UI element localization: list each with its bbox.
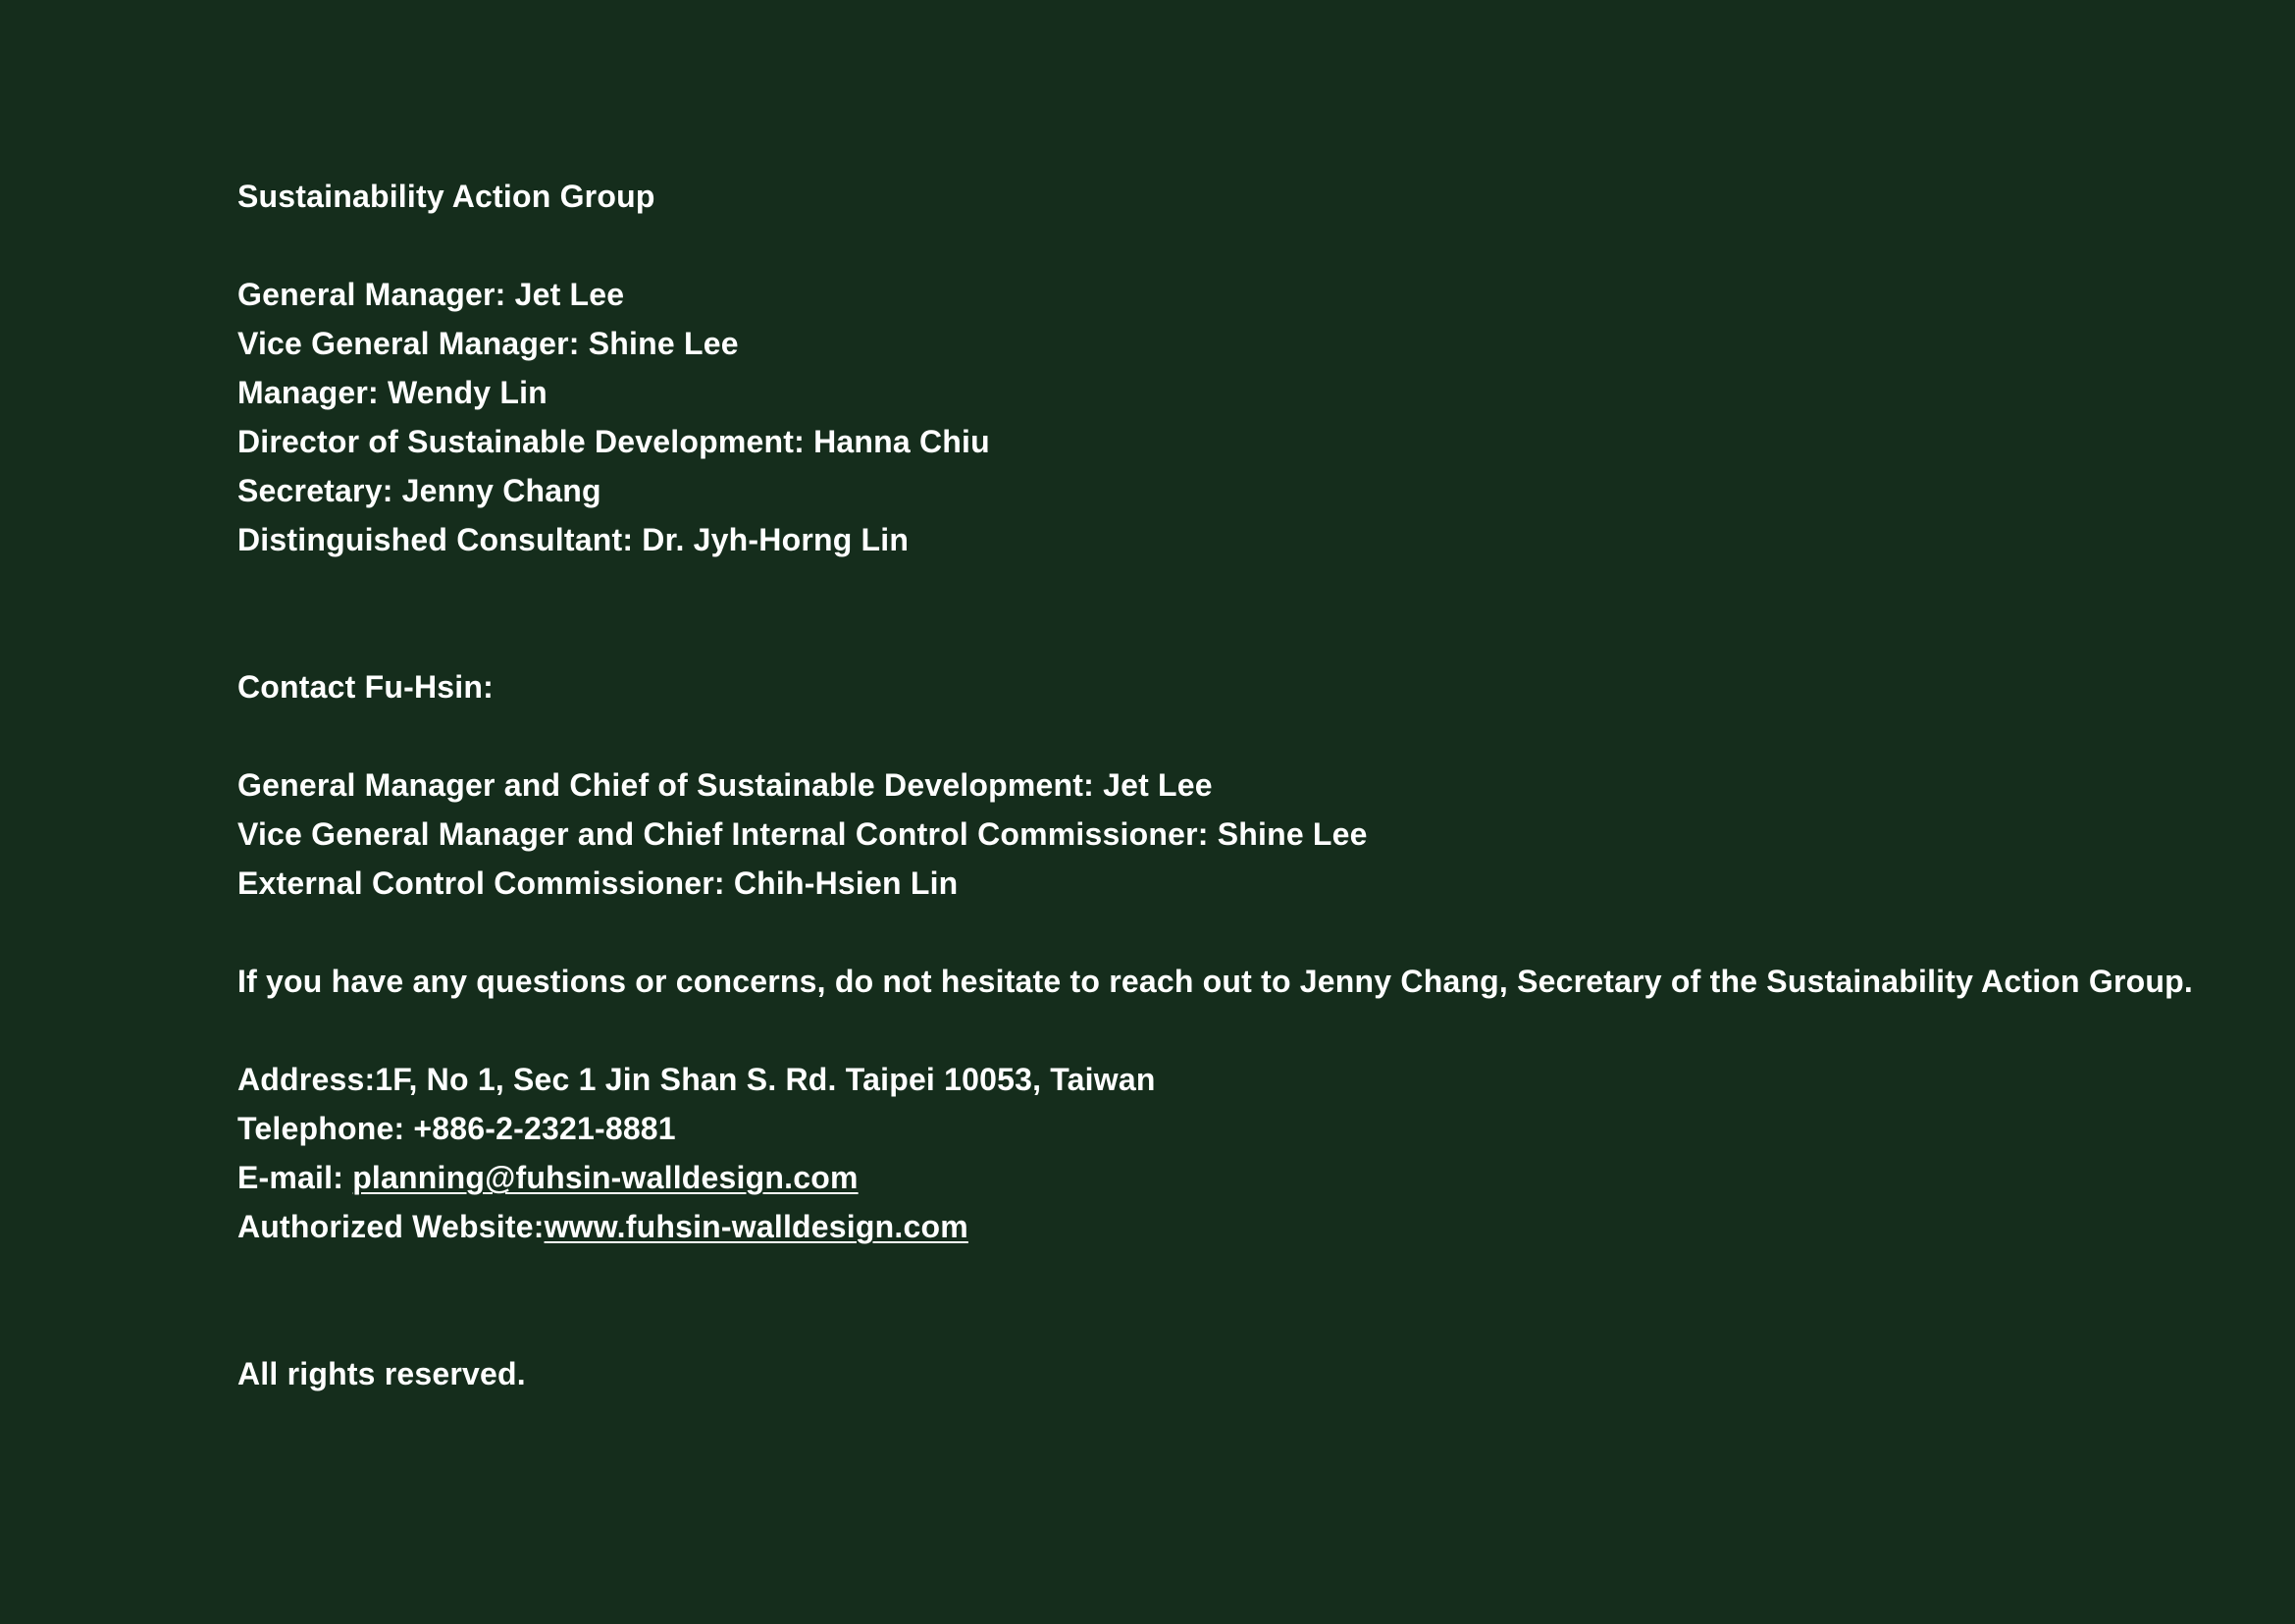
contact-note: If you have any questions or concerns, do not hesitate to reach out to Jenny Chang, Secretary of the Sustainability Action Group. [237,964,2193,999]
officer-vice-general-manager: Vice General Manager and Chief Internal Control Commissioner: Shine Lee [237,816,1368,852]
spacer [237,908,2200,957]
spacer [237,1251,2200,1349]
email-label: E-mail: [237,1160,353,1195]
member-manager: Manager: Wendy Lin [237,375,548,410]
member-distinguished-consultant: Distinguished Consultant: Dr. Jyh-Horng Lin [237,522,910,557]
website-link[interactable]: www.fuhsin-walldesign.com [544,1209,968,1244]
section-title-sustainability-group: Sustainability Action Group [237,179,655,214]
member-director-sustainable-development: Director of Sustainable Development: Hanna Chiu [237,424,990,459]
contact-website-row [237,1202,2200,1251]
spacer [237,221,2200,270]
contact-email-row [237,1153,2200,1202]
member-general-manager: General Manager: Jet Lee [237,277,625,312]
section-title-contact: Contact Fu-Hsin: [237,669,494,705]
officer-general-manager: General Manager and Chief of Sustainable Development: Jet Lee [237,767,1213,803]
spacer [237,711,2200,760]
spacer [237,564,2200,662]
email-link[interactable]: planning@fuhsin-walldesign.com [352,1160,859,1195]
contact-telephone: Telephone: +886-2-2321-8881 [237,1111,676,1146]
contact-address: Address:1F, No 1, Sec 1 Jin Shan S. Rd. Taipei 10053, Taiwan [237,1062,1156,1097]
spacer [237,1006,2200,1055]
member-vice-general-manager: Vice General Manager: Shine Lee [237,326,739,361]
footer-rights: All rights reserved. [237,1356,526,1391]
officer-external-control: External Control Commissioner: Chih-Hsien Lin [237,865,959,901]
website-label: Authorized Website: [237,1209,545,1244]
member-secretary: Secretary: Jenny Chang [237,473,601,508]
document-page [237,172,2200,1398]
